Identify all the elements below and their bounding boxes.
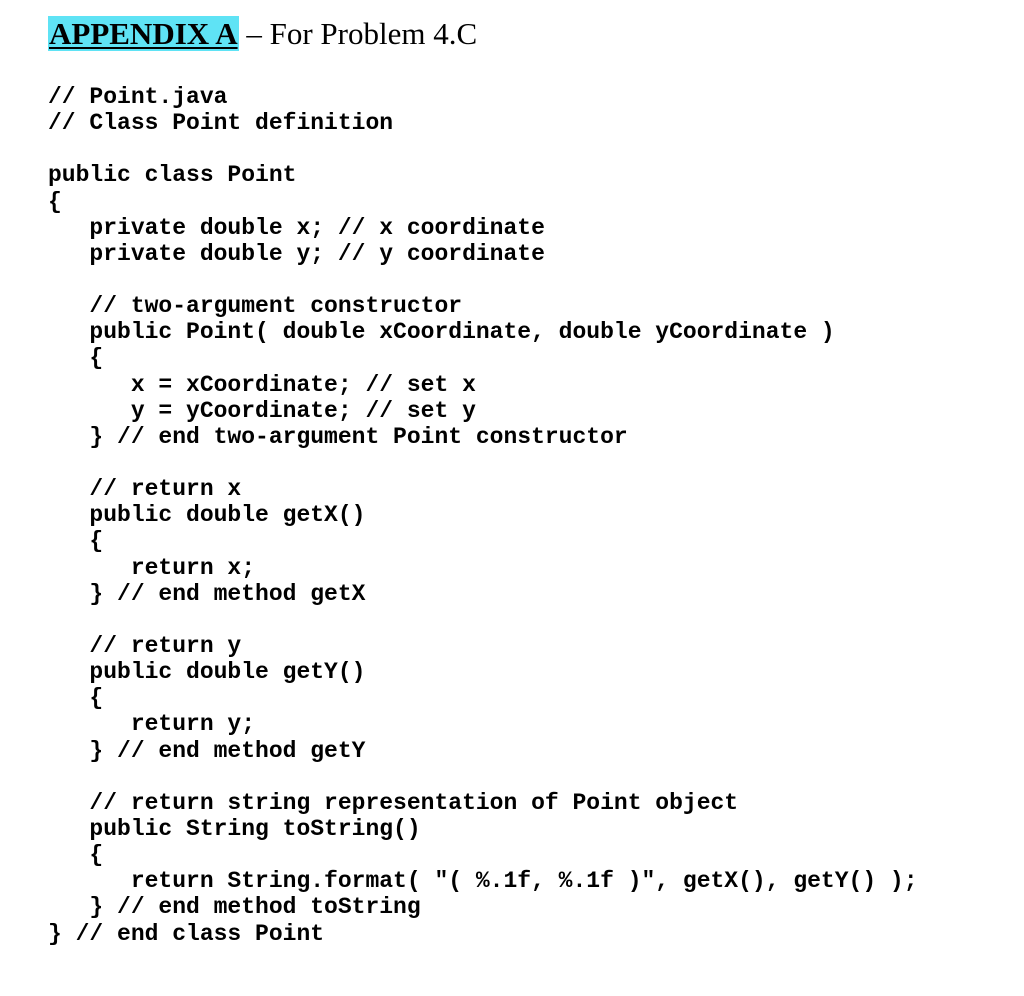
appendix-subtitle: – For Problem 4.C xyxy=(238,16,478,51)
code-line: public Point( double xCoordinate, double yCoordinate ) xyxy=(48,319,835,346)
code-line: { xyxy=(48,188,62,215)
code-line xyxy=(48,450,918,476)
appendix-heading xyxy=(48,14,477,54)
code-line: return y; xyxy=(48,711,256,738)
code-line: return x; xyxy=(48,554,256,581)
code-line: } // end class Point xyxy=(48,920,325,947)
code-line: // Class Point definition xyxy=(48,110,394,137)
code-line: } // end method getY xyxy=(48,737,366,764)
code-line: public double getY() xyxy=(48,659,366,686)
code-line: public double getX() xyxy=(48,502,366,529)
code-line: { xyxy=(48,842,104,869)
code-line: { xyxy=(48,685,104,712)
code-line: } // end method toString xyxy=(48,894,421,921)
code-line: { xyxy=(48,345,104,372)
code-line xyxy=(48,607,918,633)
code-line: } // end method getX xyxy=(48,580,366,607)
code-line: public String toString() xyxy=(48,815,421,842)
code-line: y = yCoordinate; // set y xyxy=(48,397,476,424)
code-line: // two-argument constructor xyxy=(48,293,463,320)
code-line: } // end two-argument Point constructor xyxy=(48,423,628,450)
code-line: return String.format( "( %.1f, %.1f )", getX(), getY() ); xyxy=(48,868,918,895)
java-code-listing xyxy=(48,84,918,947)
code-line: public class Point xyxy=(48,162,297,189)
code-line: { xyxy=(48,528,104,555)
code-line xyxy=(48,136,918,162)
code-line: // Point.java xyxy=(48,84,228,110)
code-line: private double y; // y coordinate xyxy=(48,240,545,267)
code-line xyxy=(48,764,918,790)
code-line: // return y xyxy=(48,632,242,659)
code-line: // return x xyxy=(48,476,242,503)
code-line: x = xCoordinate; // set x xyxy=(48,371,476,398)
code-line: private double x; // x coordinate xyxy=(48,214,545,241)
code-line: // return string representation of Point object xyxy=(48,789,739,816)
appendix-label: APPENDIX A xyxy=(49,16,238,51)
code-line xyxy=(48,267,918,293)
